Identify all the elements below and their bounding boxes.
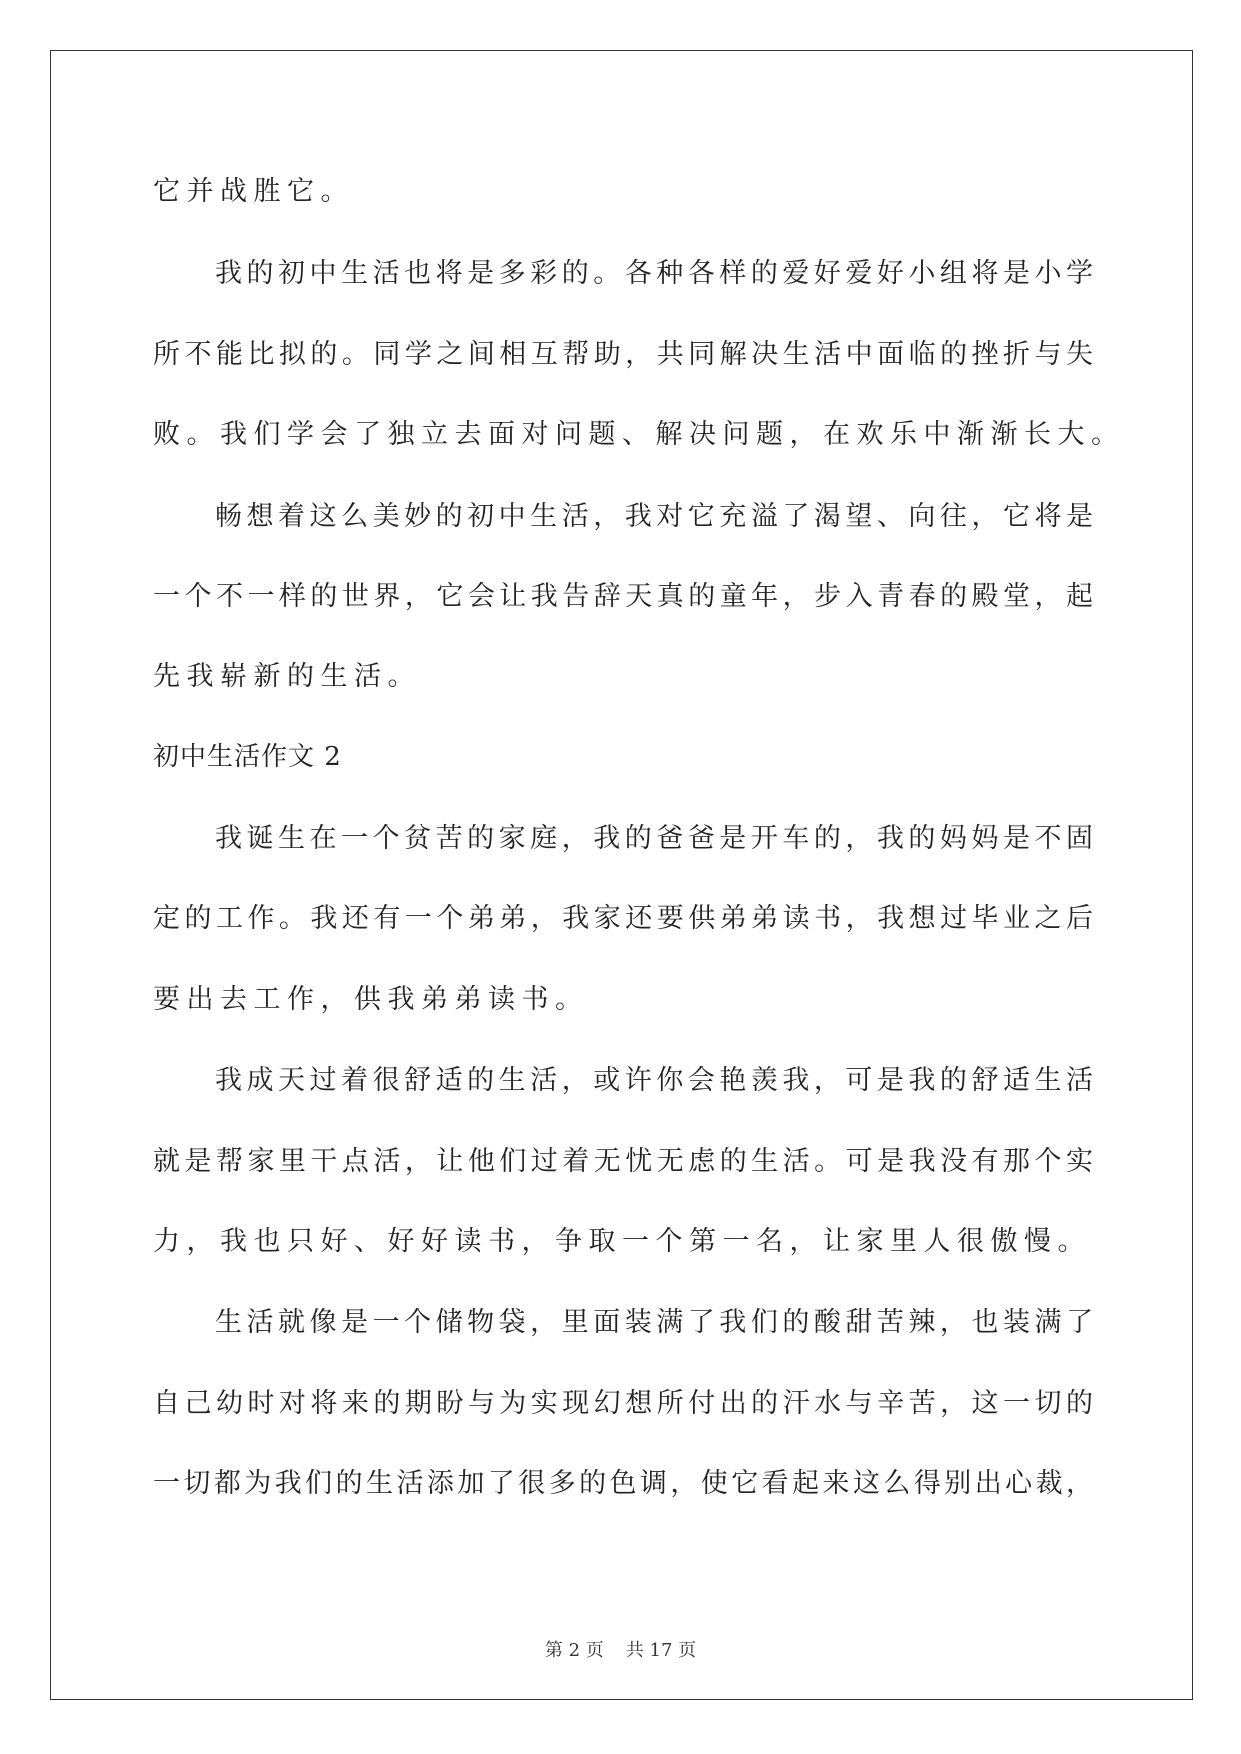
text-line: 自己幼时对将来的期盼与为实现幻想所付出的汗水与辛苦，这一切的 bbox=[153, 1388, 1093, 1419]
text-line: 先我崭新的生活。 bbox=[153, 661, 421, 692]
text-line: 我诞生在一个贫苦的家庭，我的爸爸是开车的，我的妈妈是不固 bbox=[215, 823, 1093, 854]
text-line: 所不能比拟的。同学之间相互帮助，共同解决生活中面临的挫折与失 bbox=[153, 339, 1093, 370]
text-line: 我成天过着很舒适的生活，或许你会艳羡我，可是我的舒适生活 bbox=[215, 1065, 1093, 1096]
text-line: 一个不一样的世界，它会让我告辞天真的童年，步入青春的殿堂，起 bbox=[153, 581, 1093, 612]
page-number: 第 2 页 bbox=[544, 1640, 604, 1661]
text-line: 就是帮家里干点活，让他们过着无忧无虑的生活。可是我没有那个实 bbox=[153, 1146, 1093, 1177]
text-line: 要出去工作，供我弟弟读书。 bbox=[153, 984, 589, 1015]
text-line: 一切都为我们的生活添加了很多的色调，使它看起来这么得别出心裁， bbox=[153, 1468, 1093, 1499]
text-line: 它并战胜它。 bbox=[153, 176, 354, 207]
text-line: 败。我们学会了独立去面对问题、解决问题，在欢乐中渐渐长大。 bbox=[153, 419, 1125, 450]
text-line: 畅想着这么美妙的初中生活，我对它充溢了渴望、向往，它将是 bbox=[215, 501, 1093, 532]
total-pages: 共 17 页 bbox=[625, 1640, 697, 1661]
text-line: 定的工作。我还有一个弟弟，我家还要供弟弟读书，我想过毕业之后 bbox=[153, 903, 1093, 934]
text-line: 生活就像是一个储物袋，里面装满了我们的酸甜苦辣，也装满了 bbox=[215, 1307, 1093, 1338]
text-line: 力，我也只好、好好读书，争取一个第一名，让家里人很傲慢。 bbox=[153, 1226, 1091, 1257]
section-heading: 初中生活作文 2 bbox=[153, 742, 342, 772]
text-line: 我的初中生活也将是多彩的。各种各样的爱好爱好小组将是小学 bbox=[215, 258, 1093, 289]
page-border bbox=[50, 50, 1193, 1700]
page-footer bbox=[0, 1636, 1241, 1662]
